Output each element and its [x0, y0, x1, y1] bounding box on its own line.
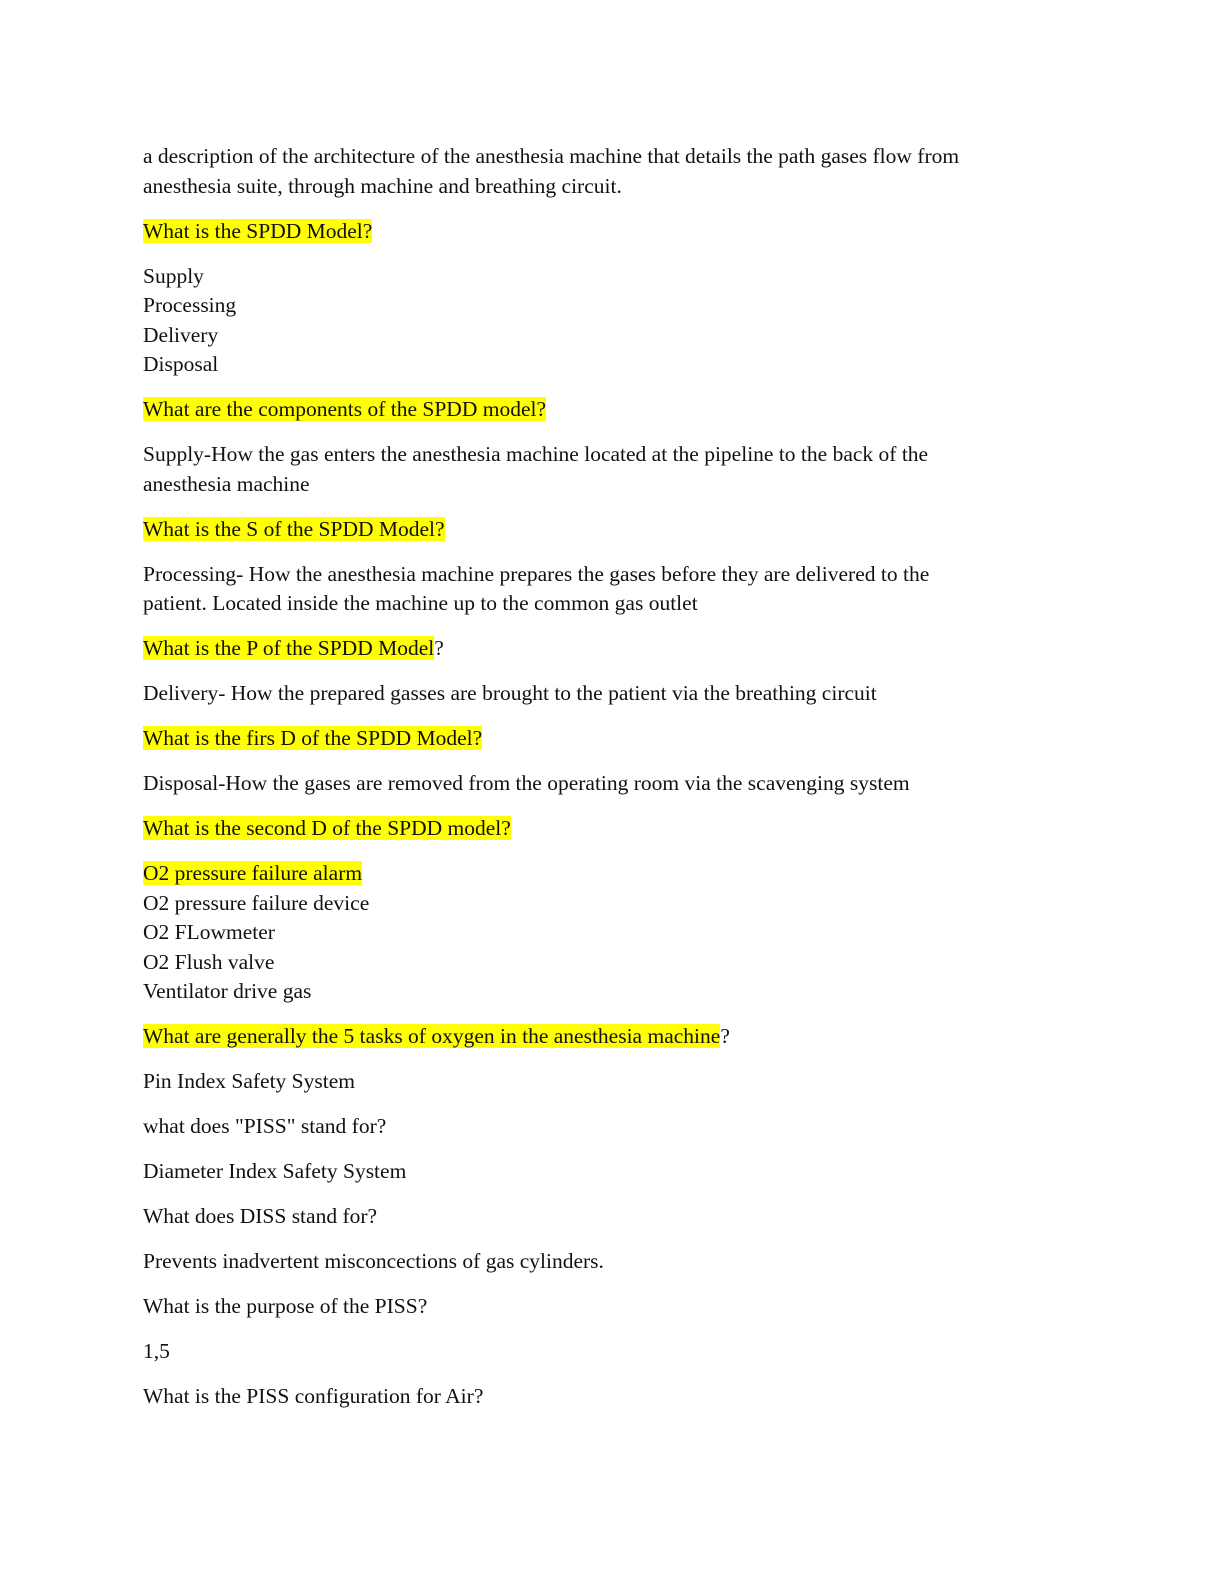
question-spdd-model — [143, 217, 1073, 247]
highlighted-question: What is the P of the SPDD Model — [143, 636, 435, 660]
o2-item-flush: O2 Flush valve — [143, 949, 275, 974]
question-first-d — [143, 724, 1073, 754]
processing-line-2: patient. Located inside the machine up to the common gas outlet — [143, 591, 698, 615]
o2-item-ventilator: Ventilator drive gas — [143, 979, 312, 1003]
spdd-item-delivery: Delivery — [143, 322, 219, 347]
spdd-item-processing: Processing — [143, 293, 237, 317]
answer-processing — [143, 560, 1073, 619]
answer-purpose — [143, 1247, 1073, 1277]
answer-air — [143, 1337, 1073, 1367]
question-text: What is the purpose of the PISS? — [143, 1294, 428, 1318]
question-second-d — [143, 814, 1073, 844]
highlighted-question: What are generally the 5 tasks of oxygen in the anesthesia machine — [143, 1024, 721, 1048]
air-text: 1,5 — [143, 1339, 170, 1363]
purpose-text: Prevents inadvertent misconcections of gas cylinders. — [143, 1249, 604, 1273]
intro-paragraph — [143, 142, 1073, 201]
question-piss — [143, 1112, 1073, 1142]
question-air — [143, 1382, 1073, 1412]
document-page — [143, 142, 1073, 1427]
question-text: what does "PISS" stand for? — [143, 1114, 387, 1138]
delivery-text: Delivery- How the prepared gasses are brought to the patient via the breathing circuit — [143, 681, 877, 705]
question-p — [143, 634, 1073, 664]
processing-line-1: Processing- How the anesthesia machine prepares the gases before they are delivered to the — [143, 561, 930, 586]
answer-piss — [143, 1067, 1073, 1097]
question-o2-tasks — [143, 1022, 1073, 1052]
spdd-item-supply: Supply — [143, 263, 204, 288]
o2-item-flowmeter: O2 FLowmeter — [143, 920, 275, 944]
highlighted-question: What is the firs D of the SPDD Model? — [143, 726, 483, 750]
o2-tasks-list — [143, 859, 1073, 1007]
answer-disposal — [143, 769, 1073, 799]
question-tail: ? — [720, 1024, 730, 1048]
spdd-item-disposal: Disposal — [143, 352, 219, 376]
question-text: What is the PISS configuration for Air? — [143, 1384, 484, 1408]
disposal-text: Disposal-How the gases are removed from the operating room via the scavenging system — [143, 771, 910, 795]
answer-supply — [143, 440, 1073, 499]
intro-line-1: a description of the architecture of the anesthesia machine that details the path gases flow from — [143, 144, 960, 168]
highlighted-item: O2 pressure failure alarm — [143, 861, 363, 885]
answer-diss — [143, 1157, 1073, 1187]
spdd-list — [143, 262, 1073, 380]
answer-delivery — [143, 679, 1073, 709]
highlighted-question: What is the SPDD Model? — [143, 218, 373, 243]
supply-line-2: anesthesia machine — [143, 471, 310, 496]
question-purpose — [143, 1292, 1073, 1322]
piss-text: Pin Index Safety System — [143, 1069, 355, 1093]
question-s — [143, 515, 1073, 545]
o2-item-alarm — [143, 859, 1073, 889]
highlighted-question: What is the second D of the SPDD model? — [143, 816, 511, 840]
diss-text: Diameter Index Safety System — [143, 1159, 407, 1183]
intro-line-2: anesthesia suite, through machine and breathing circuit. — [143, 173, 622, 198]
highlighted-question: What is the S of the SPDD Model? — [143, 516, 445, 541]
question-components — [143, 395, 1073, 425]
question-tail: ? — [434, 636, 444, 660]
supply-line-1: Supply-How the gas enters the anesthesia machine located at the pipeline to the back of the — [143, 442, 929, 466]
question-text: What does DISS stand for? — [143, 1204, 378, 1228]
highlighted-question: What are the components of the SPDD model? — [143, 397, 547, 421]
question-diss — [143, 1202, 1073, 1232]
o2-item-device: O2 pressure failure device — [143, 890, 370, 915]
